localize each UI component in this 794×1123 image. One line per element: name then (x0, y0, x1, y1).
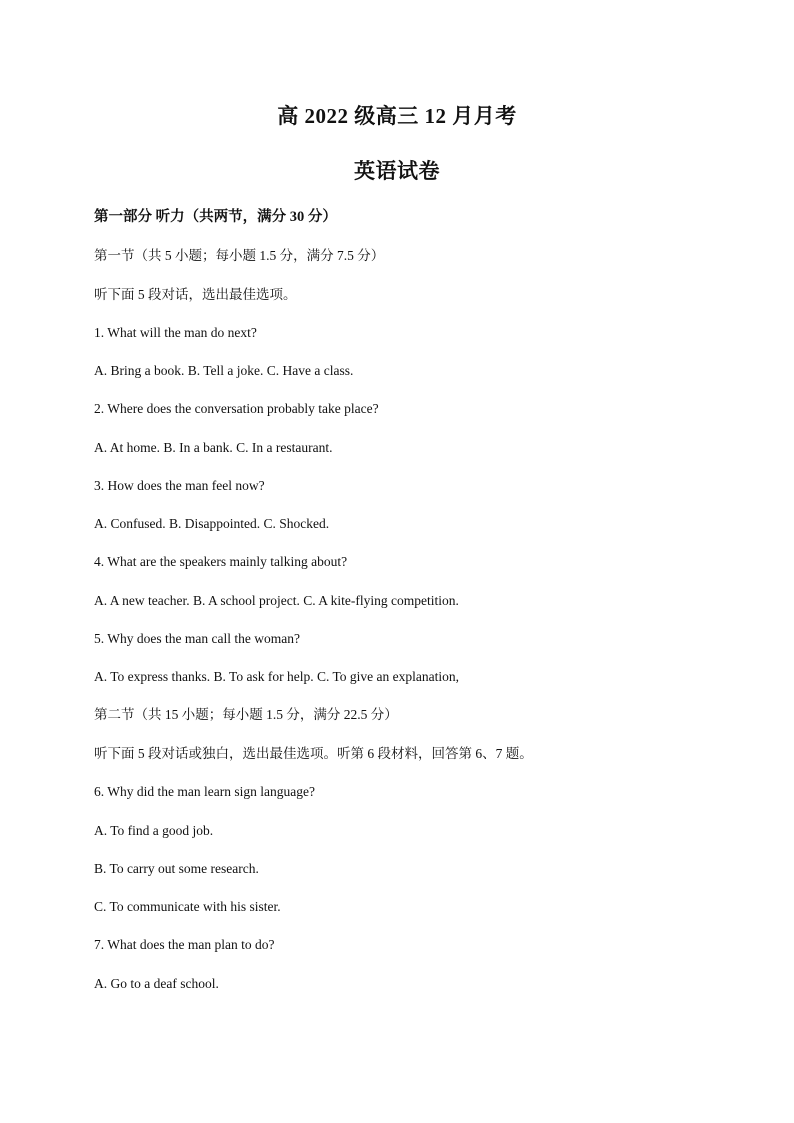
question-2-options: A. At home. B. In a bank. C. In a restaurant. (94, 440, 333, 455)
question-1-options: A. Bring a book. B. Tell a joke. C. Have a class. (94, 363, 354, 378)
question-4: 4. What are the speakers mainly talking about? (94, 554, 348, 569)
question-5: 5. Why does the man call the woman? (94, 631, 300, 646)
section-one-heading: 第一节（共 5 小题；每小题 1.5 分，满分 7.5 分） (94, 248, 385, 263)
question-2: 2. Where does the conversation probably take place? (94, 401, 379, 416)
part-one-heading: 第一部分 听力（共两节，满分 30 分） (94, 209, 337, 225)
question-3: 3. How does the man feel now? (94, 478, 265, 493)
exam-subtitle: 英语试卷 (354, 159, 440, 183)
section-two-instruction: 听下面 5 段对话或独白，选出最佳选项。听第 6 段材料，回答第 6、7 题。 (94, 746, 533, 761)
section-two-heading: 第二节（共 15 小题；每小题 1.5 分，满分 22.5 分） (94, 707, 398, 722)
question-6: 6. Why did the man learn sign language? (94, 784, 315, 799)
question-3-options: A. Confused. B. Disappointed. C. Shocked. (94, 516, 330, 531)
question-1: 1. What will the man do next? (94, 325, 257, 340)
section-one-instruction: 听下面 5 段对话，选出最佳选项。 (94, 287, 297, 302)
question-5-options: A. To express thanks. B. To ask for help. C. To give an explanation, (94, 669, 459, 684)
question-6-option-a: A. To find a good job. (94, 823, 214, 838)
exam-title: 高 2022 级高三 12 月月考 (277, 104, 517, 128)
question-4-options: A. A new teacher. B. A school project. C. A kite-flying competition. (94, 593, 459, 608)
question-7: 7. What does the man plan to do? (94, 937, 275, 952)
question-6-option-b: B. To carry out some research. (94, 861, 259, 876)
question-6-option-c: C. To communicate with his sister. (94, 899, 281, 914)
question-7-option-a: A. Go to a deaf school. (94, 976, 219, 991)
